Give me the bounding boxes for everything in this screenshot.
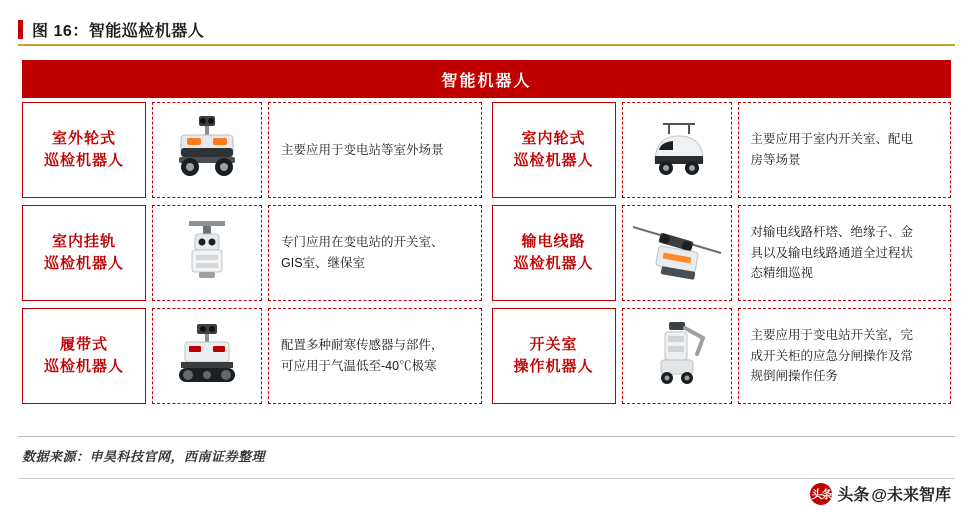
label-line-2: 巡检机器人 <box>513 152 594 169</box>
desc-line-2: 具以及输电线路通道全过程状 <box>750 245 914 260</box>
watermark-text-secondary: @未来智库 <box>871 487 951 504</box>
grid-cell-group <box>22 102 487 198</box>
watermark <box>810 482 951 505</box>
label-line-2: 巡检机器人 <box>43 358 124 375</box>
desc-line-1: 主要应用于室内开关室、配电 <box>750 132 914 147</box>
label-line-1: 室内挂轨 <box>51 232 116 250</box>
grid-cell-group <box>487 102 952 198</box>
robot-grid <box>22 102 951 404</box>
footer-divider-secondary <box>18 478 955 479</box>
label-line-1: 室外轮式 <box>51 129 116 147</box>
robot-description <box>268 102 482 198</box>
label-line-1: 开关室 <box>529 335 578 353</box>
watermark-text-primary: 头条 <box>837 487 870 504</box>
grid-cell-group <box>487 205 952 301</box>
robot-description <box>268 308 482 404</box>
desc-line-3: 规倒闸操作任务 <box>750 369 839 384</box>
robot-description <box>738 205 952 301</box>
robot-description <box>268 205 482 301</box>
label-line-2: 巡检机器人 <box>43 255 124 272</box>
title-underline <box>18 44 955 46</box>
desc-line-2: GIS室、继保室 <box>281 256 366 270</box>
label-line-1: 履带式 <box>59 335 108 353</box>
transmission-line-robot-photo <box>622 205 732 301</box>
robot-type-label <box>492 205 616 301</box>
grid-cell-group <box>22 205 487 301</box>
table-row <box>22 102 951 198</box>
robot-description <box>738 308 952 404</box>
desc-line-1: 主要应用于变电站等室外场景 <box>281 142 444 157</box>
label-line-1: 输电线路 <box>521 232 586 250</box>
title-accent-bar <box>18 20 23 39</box>
robot-type-label <box>492 102 616 198</box>
footer-divider <box>18 436 955 437</box>
tracked-robot-photo <box>152 308 262 404</box>
desc-line-1: 对输电线路杆塔、绝缘子、金 <box>750 225 914 240</box>
figure-banner: 智能机器人 <box>22 60 951 98</box>
robot-type-label <box>492 308 616 404</box>
grid-cell-group <box>22 308 487 404</box>
indoor-wheeled-robot-photo <box>622 102 732 198</box>
label-line-1: 室内轮式 <box>521 129 586 147</box>
label-line-2: 巡检机器人 <box>513 255 594 272</box>
outdoor-wheeled-robot-photo <box>152 102 262 198</box>
robot-description <box>738 102 952 198</box>
desc-line-1: 专门应用在变电站的开关室、 <box>281 235 444 250</box>
figure-body <box>22 60 951 420</box>
table-row <box>22 205 951 301</box>
desc-line-2: 房等场景 <box>750 153 801 167</box>
desc-line-1: 配置多种耐寒传感器与部件， <box>281 338 444 353</box>
source-note: 数据来源：申昊科技官网，西南证券整理 <box>22 449 266 464</box>
desc-line-1: 主要应用于变电站开关室，完 <box>750 328 914 343</box>
label-line-2: 巡检机器人 <box>43 152 124 169</box>
robot-type-label <box>22 205 146 301</box>
robot-type-label <box>22 102 146 198</box>
desc-line-2: 可应用于气温低至-40℃极寒 <box>281 359 437 373</box>
title-text: 图 16：智能巡检机器人 <box>32 22 205 40</box>
table-row <box>22 308 951 404</box>
robot-type-label <box>22 308 146 404</box>
desc-line-2: 成开关柜的应急分闸操作及常 <box>750 348 914 363</box>
grid-cell-group <box>487 308 952 404</box>
desc-line-3: 态精细巡视 <box>750 266 814 281</box>
label-line-2: 操作机器人 <box>513 358 594 375</box>
toutiao-logo-icon: 头条 <box>810 483 832 505</box>
indoor-rail-robot-photo <box>152 205 262 301</box>
switchroom-operation-robot-photo <box>622 308 732 404</box>
page-title <box>18 12 955 46</box>
